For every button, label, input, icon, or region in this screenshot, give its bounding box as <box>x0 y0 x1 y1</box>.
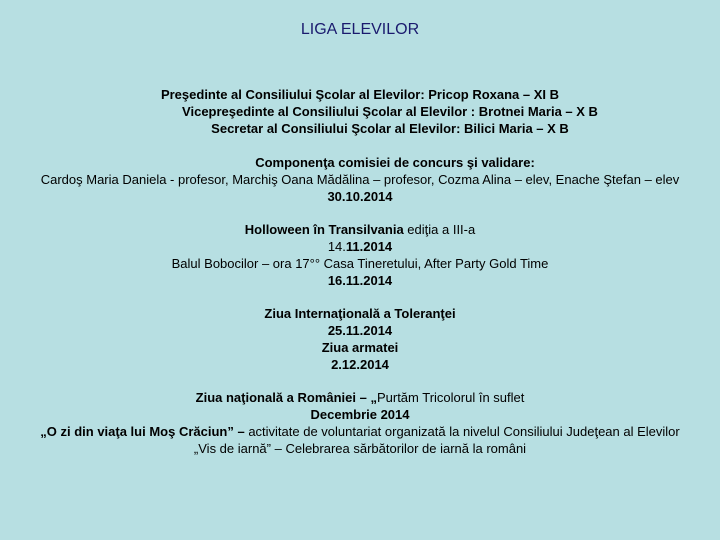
council-president: Preşedinte al Consiliului Şcolar al Elevilor: Pricop Roxana – XI B <box>160 87 560 102</box>
event-winter-dream: „Vis de iarnă” – Celebrarea sărbătorilor de iarnă la români <box>193 441 527 456</box>
event-army: Ziua armatei <box>321 340 399 355</box>
commission-date: 30.10.2014 <box>327 189 393 204</box>
event-tolerance: Ziua Internaţională a Toleranţei <box>264 306 456 321</box>
council-vice-president: Vicepreşedinte al Consiliului Şcolar al Elevilor : Brotnei Maria – X B <box>182 104 598 119</box>
event-halloween <box>0 221 720 238</box>
council-secretary: Secretar al Consiliului Şcolar al Elevilor: Bilici Maria – X B <box>211 121 569 136</box>
event-december: Decembrie 2014 <box>310 407 410 422</box>
commission-heading: Componenţa comisiei de concurs şi validare: <box>255 155 535 170</box>
event-halloween-edition: ediţia a III-a <box>403 222 476 237</box>
page-title: LIGA ELEVILOR <box>300 21 420 38</box>
event-santa-description: activitate de voluntariat organizată la nivelul Consiliului Judeţean al Elevilor <box>244 424 680 439</box>
event-santa-name: „O zi din viaţa lui Moş Crăciun” – <box>40 424 245 439</box>
event-halloween-date <box>0 238 720 255</box>
event-ball: Balul Bobocilor – ora 17°° Casa Tineretului, After Party Gold Time <box>171 256 549 271</box>
event-army-date: 2.12.2014 <box>331 357 389 372</box>
commission-members: Cardoş Maria Daniela - profesor, Marchiş Oana Mădălina – profesor, Cozma Alina – elev, Enache Ştefan – elev <box>40 172 680 187</box>
event-halloween-name: Holloween în Transilvania <box>244 222 404 237</box>
event-national-day <box>0 389 720 406</box>
event-national-day-motto: Purtăm Tricolorul în suflet <box>376 390 525 405</box>
event-santa <box>0 423 720 440</box>
event-tolerance-date: 25.11.2014 <box>327 323 393 338</box>
event-halloween-date-month: 11.2014 <box>345 239 393 254</box>
event-ball-date: 16.11.2014 <box>327 273 393 288</box>
event-halloween-date-day: 14. <box>327 239 346 254</box>
event-national-day-name: Ziua naţională a României – „ <box>195 390 377 405</box>
